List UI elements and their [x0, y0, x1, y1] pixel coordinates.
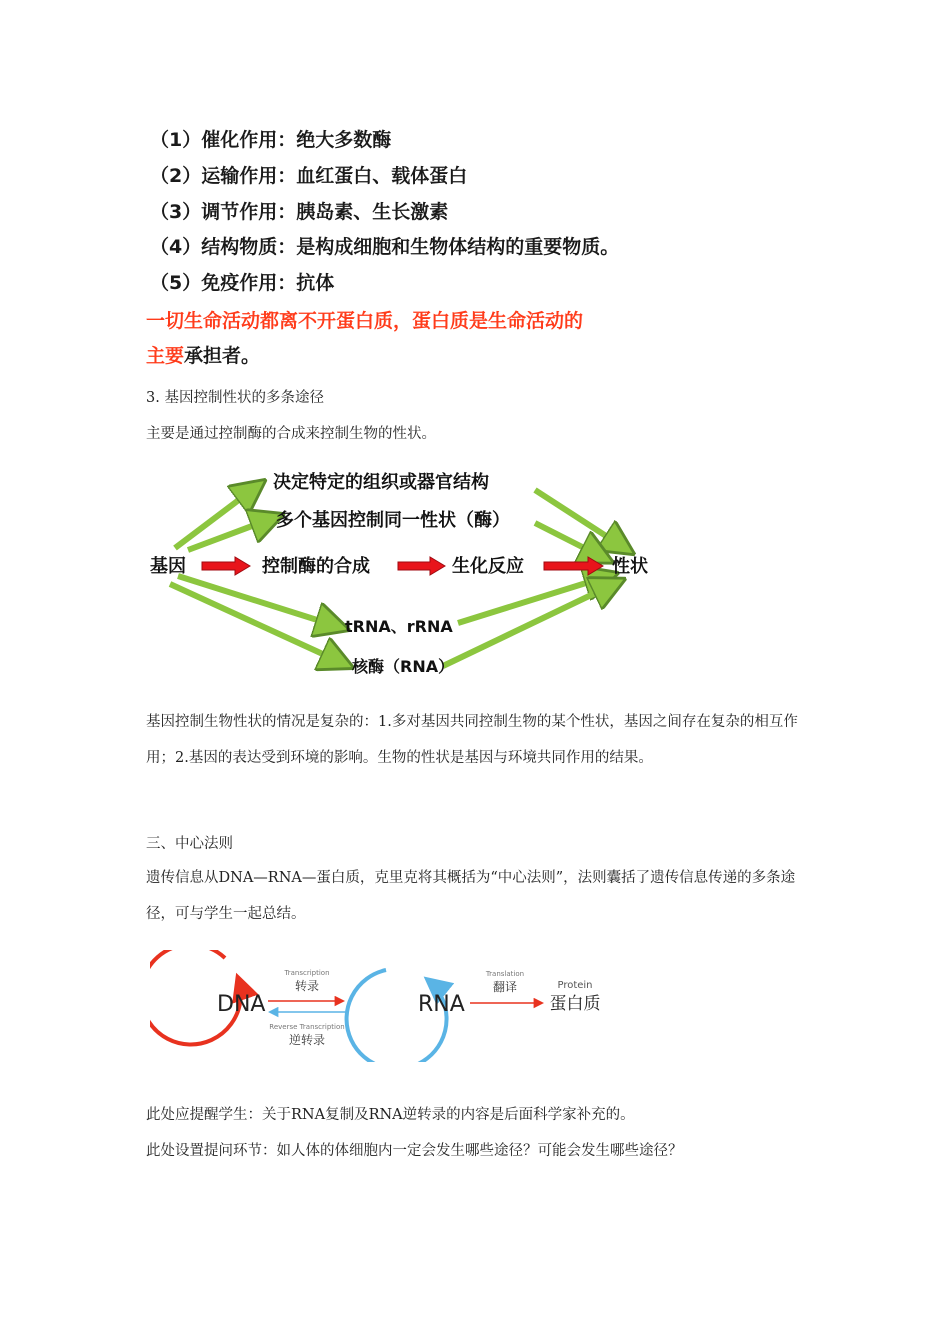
translation-zh: 翻译: [492, 980, 518, 994]
transcription-en: Transcription: [284, 969, 330, 977]
arrow-gene-to-multigene: [188, 520, 268, 550]
central-dogma-diagram: [150, 950, 610, 1062]
arrow-reaction-to-trait: [544, 557, 603, 575]
arrow-gene-to-ribozyme: [170, 584, 338, 661]
question-text: 此处设置提问环节：如人体的体细胞内一定会发生哪些途径？可能会发生哪些途径？: [146, 1143, 683, 1159]
section3-title: 3. 基因控制性状的多条途径: [146, 390, 324, 406]
node-enzyme-synthesis: 控制酶的合成: [262, 556, 370, 577]
arrow-enzyme-to-reaction: [398, 557, 445, 575]
node-ribozyme: 核酶（RNA）: [352, 657, 455, 676]
dna-label: DNA: [217, 992, 266, 1017]
reverse-transcription-en: Reverse Transcription: [269, 1023, 345, 1031]
protein-zh: 蛋白质: [549, 994, 601, 1014]
emphasis-line-1: 一切生命活动都离不开蛋白质，蛋白质是生命活动的: [146, 310, 584, 332]
function-regulation: （3）调节作用：胰岛素、生长激素: [150, 201, 449, 223]
function-catalysis: （1）催化作用：绝大多数酶: [150, 129, 392, 151]
node-trait: 性状: [612, 556, 648, 577]
arrow-gene-to-enzyme: [202, 557, 250, 575]
emphasis-line-2: [146, 341, 260, 368]
translation-en: Translation: [485, 970, 525, 978]
function-transport: （2）运输作用：血红蛋白、载体蛋白: [150, 165, 468, 187]
arrow-tissue-to-trait: [535, 490, 620, 545]
emphasis-main: 主要: [146, 345, 185, 367]
section-central-title: 三、中心法则: [146, 836, 233, 852]
section3-intro: 主要是通过控制酶的合成来控制生物的性状。: [146, 426, 436, 442]
function-structure: （4）结构物质：是构成细胞和生物体结构的重要物质。: [150, 236, 620, 258]
node-biochem-reaction: 生化反应: [452, 556, 524, 577]
transcription-zh: 转录: [294, 979, 320, 993]
arrow-ribozyme-to-trait: [443, 586, 610, 666]
function-immunity: （5）免疫作用：抗体: [150, 272, 335, 294]
gene-complexity-paragraph: 基因控制生物性状的情况是复杂的：1.多对基因共同控制生物的某个性状，基因之间存在复杂的相互作用；2.基因的表达受到环境的影响。生物的性状是基因与环境共同作用的结果。: [146, 714, 798, 766]
emphasis-bearer: 承担者。: [184, 345, 261, 367]
protein-en: Protein: [557, 980, 593, 991]
rna-label: RNA: [418, 992, 465, 1017]
node-tissue-structure: 决定特定的组织或器官结构: [273, 472, 489, 493]
reverse-transcription-zh: 逆转录: [288, 1033, 326, 1047]
reminder-text: 此处应提醒学生：关于RNA复制及RNA逆转录的内容是后面科学家补充的。: [146, 1107, 635, 1123]
central-dogma-paragraph: 遗传信息从DNA—RNA—蛋白质，克里克将其概括为“中心法则”，法则囊括了遗传信息传递的多条途径，可与学生一起总结。: [146, 870, 796, 922]
gene-pathway-diagram: [140, 458, 670, 683]
node-trna: tRNA、rRNA: [345, 617, 453, 636]
node-multi-gene: 多个基因控制同一性状（酶）: [276, 510, 510, 531]
node-gene: 基因: [150, 556, 186, 577]
